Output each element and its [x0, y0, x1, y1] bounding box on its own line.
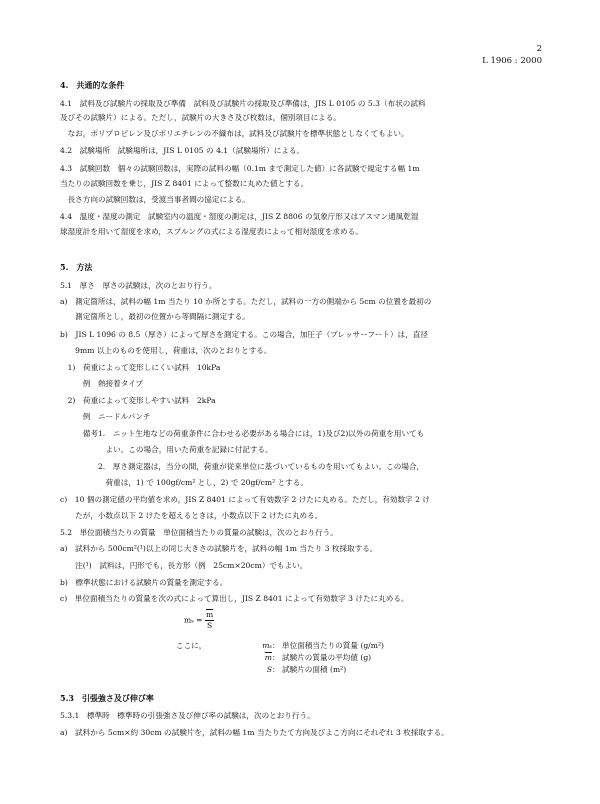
para-4-4-line-1: 4.4 温度・湿度の測定 試験室内の温度・湿度の測定は，JIS Z 8806 の気象庁形又はアスマン通風乾湿	[60, 212, 419, 221]
formula-lhs: mₛ =	[184, 615, 203, 625]
item-5-2-a: a) 試料から 500cm²(¹)以上の同じ大きさの試験片を，試料の幅 1m 当たり 3 枚採取する。	[60, 544, 378, 553]
formula-denominator: S	[206, 621, 213, 630]
example-2: 例 ニードルパンチ	[60, 412, 151, 421]
item-b-line-1: b) JIS L 1096 の 8.5（厚さ）によって厚さを測定する。この場合，加圧子（プレッサーフート）は，直径	[60, 330, 428, 339]
remark-2-line-1: 2. 厚さ測定器は，当分の間，荷重が従来単位に基づいているものを用いてもよい。この場合，	[60, 462, 425, 471]
item-c-line-2: たが，小数点以下 2 けたを超えるときは，小数点以下 2 けたに丸める。	[60, 511, 323, 520]
item-5-2-b: b) 標準状態における試験片の質量を測定する。	[60, 578, 228, 587]
section-5-heading: 5. 方法	[60, 262, 93, 272]
item-c-line-1: c) 10 個の測定値の平均値を求め，JIS Z 8401 によって有効数字 2 けたに丸める。ただし，有効数字 2 け	[60, 495, 430, 504]
formula-fraction	[205, 610, 214, 631]
para-4-2: 4.2 試験場所 試験場所は，JIS L 0105 の 4.1（試験場所）による。	[60, 146, 305, 155]
item-a-line-1: a) 測定箇所は，試料の幅 1m 当たり 10 か所とする。ただし，試料の一方の側端から 5cm の位置を最初の	[60, 297, 432, 306]
item-b-line-2: 9mm 以上のものを使用し，荷重は，次のとおりとする。	[60, 346, 272, 355]
remark-2-line-2: 荷重は，1) で 100gf/cm² とし，2) で 20gf/cm² とする。	[60, 478, 308, 487]
standard-number: L 1906 : 2000	[482, 56, 542, 66]
para-4-3-line-2: 当たりの試験回数を乗じ，JIS Z 8401 によって整数に丸めた値とする。	[60, 179, 309, 188]
section-4-heading: 4. 共通的な条件	[60, 80, 125, 90]
para-4-1-line-1: 4.1 試料及び試験片の採取及び準備 試料及び試験片の採取及び準備は，JIS L 0105 の 5.3（布状の試料	[60, 99, 426, 108]
page-number: 2	[536, 44, 542, 54]
remark-1-line-2: よい。この場合，用いた荷重を記録に付記する。	[60, 445, 273, 454]
formula-def-m	[260, 653, 371, 663]
item-5-3-1-a: a) 試料から 5cm×約 30cm の試験片を，試料の幅 1m 当たりたて方向及びよこ方向にそれぞれ 3 枚採取する。	[60, 728, 449, 737]
def-text: ： 試験片の質量の平均値 (g)	[272, 653, 372, 662]
formula-where: ここに，	[176, 641, 207, 650]
section-5-3-heading: 5.3 引張強さ及び伸び率	[60, 693, 154, 703]
para-5-2: 5.2 単位面積当たりの質量 単位面積当たりの質量の試験は，次のとおり行う。	[60, 528, 338, 537]
def-symbol: mₛ	[262, 641, 272, 650]
item-a-line-2: 測定箇所とし，最初の位置から等間隔に測定する。	[60, 312, 250, 321]
def-text: ： 試験片の面積 (m²)	[272, 665, 347, 674]
para-5-3-1: 5.3.1 標準時 標準時の引張強さ及び伸び率の試験は，次のとおり行う。	[60, 711, 315, 720]
item-5-2-c: c) 単位面積当たりの質量を次の式によって算出し，JIS Z 8401 によって有効数字 3 けたに丸める。	[60, 594, 409, 603]
formula-def-s	[260, 665, 346, 675]
para-4-3-line-3: 長さ方向の試験回数は，受渡当事者間の協定による。	[60, 195, 250, 204]
remark-1-line-1: 備考1. ニット生地などの荷重条件に合わせる必要がある場合には，1)及び2)以外の荷重を用いても	[60, 429, 425, 438]
note-1: 注(¹) 試料は，円形でも，長方形（例 25cm×20cm）でもよい。	[60, 561, 308, 570]
formula-numerator: $\overline{m}$	[205, 610, 214, 619]
def-text: ： 単位面積当たりの質量 (g/m²)	[272, 641, 384, 650]
para-4-4-line-2: 球湿度計を用いて湿度を求め，スプルングの式による湿度表によって相対湿度を求める。	[60, 227, 363, 236]
formula-def-ms	[260, 641, 384, 651]
load-2: 2) 荷重によって変形しやすい試料 2kPa	[60, 396, 216, 405]
para-4-1-note: なお，ポリプロピレン及びポリエチレンの不織布は，試料及び試験片を標準状態としなくてもよい。	[60, 129, 409, 138]
example-1: 例 熱接着タイプ	[60, 379, 144, 388]
def-symbol: S	[266, 665, 272, 674]
para-5-1: 5.1 厚さ 厚さの試験は，次のとおり行う。	[60, 281, 217, 290]
def-symbol: $\overline{m}$	[264, 653, 272, 662]
para-4-3-line-1: 4.3 試験回数 個々の試験回数は，実際の試料の幅（0.1m まで測定した値）に各試験で規定する幅 1m	[60, 164, 420, 173]
para-4-1-line-2: 及びその試験片）による。ただし，試験片の大きさ及び枚数は，個別項目による。	[60, 113, 341, 122]
formula-equation	[184, 610, 214, 631]
load-1: 1) 荷重によって変形しにくい試料 10kPa	[60, 363, 221, 372]
